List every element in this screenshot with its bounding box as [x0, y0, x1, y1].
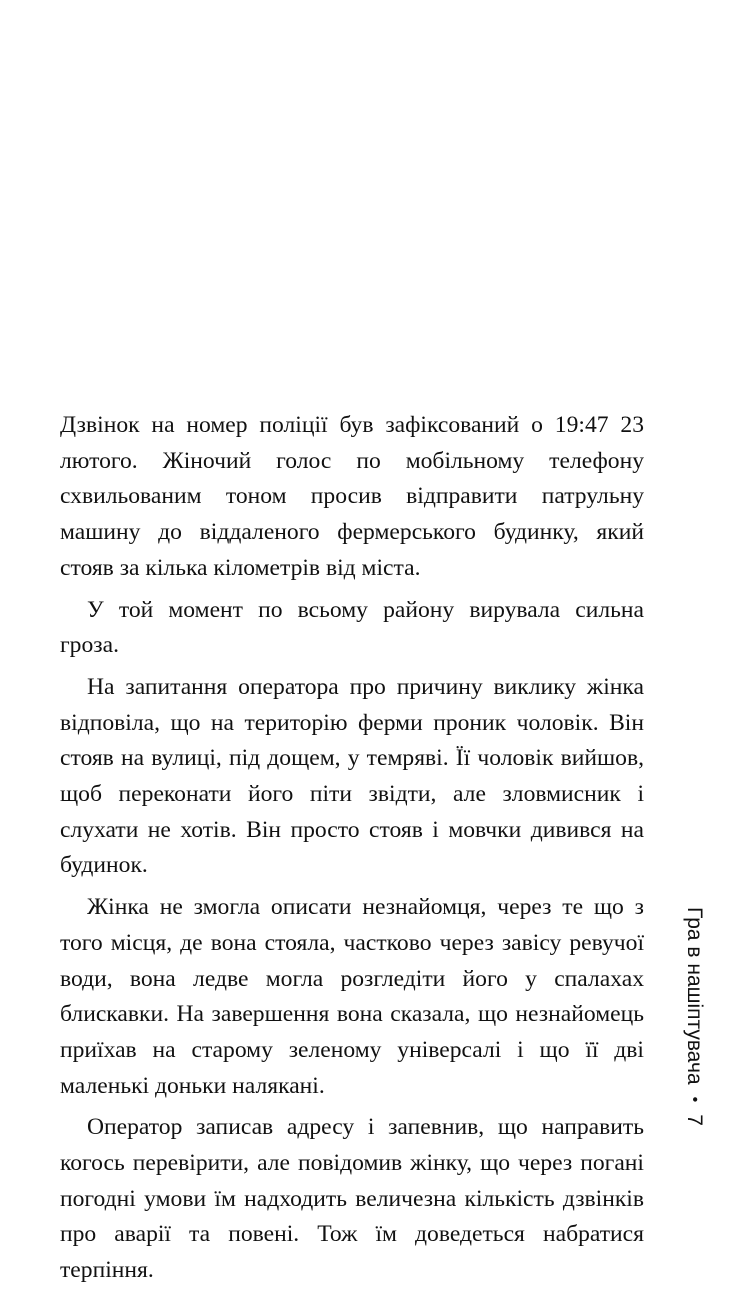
paragraph-2: У той момент по всьому району вирувала сильна гроза. [60, 596, 644, 659]
paragraph-1: Дзвінок на номер поліції був зафіксований о 19:47 23 лютого. Жіночий голос по мобільному телефону схвильованим тоном просив відправити патрульну машину до віддаленого фермерського будинку, який стояв за кілька кілометрів від міста. [60, 412, 644, 581]
book-title: Гра в нашіптувача [683, 907, 706, 1085]
paragraph-5: Оператор записав адресу і запевнив, що направить когось перевірити, але повідомив жінку, що через погані погодні умови їм надходить величезна кількість дзвінків про аварії та повені. Тож їм доведеться набратися терпіння. [60, 1114, 644, 1284]
running-footer [668, 907, 708, 1167]
body-text [60, 408, 644, 1295]
paragraph-4: Жінка не змогла описати незнайомця, через те що з того місця, де вона стояла, частково через завісу ревучої води, вона ледве могла розгледіти його у спалахах блискавки. На завершення вона сказала, що незнайомець приїхав на старому зеленому універсалі і що її дві маленькі доньки налякані. [60, 894, 644, 1099]
page-number: 7 [683, 1114, 706, 1126]
paragraph-3: На запитання оператора про причину виклику жінка відповіла, що на територію ферми проник чоловік. Він стояв на вулиці, під дощем, у темряві. Її чоловік вийшов, щоб переконати його піти звідти, але зловмисник і слухати не хотів. Він просто стояв і мовчки дивився на будинок. [60, 673, 644, 879]
footer-separator: • [685, 1096, 703, 1103]
